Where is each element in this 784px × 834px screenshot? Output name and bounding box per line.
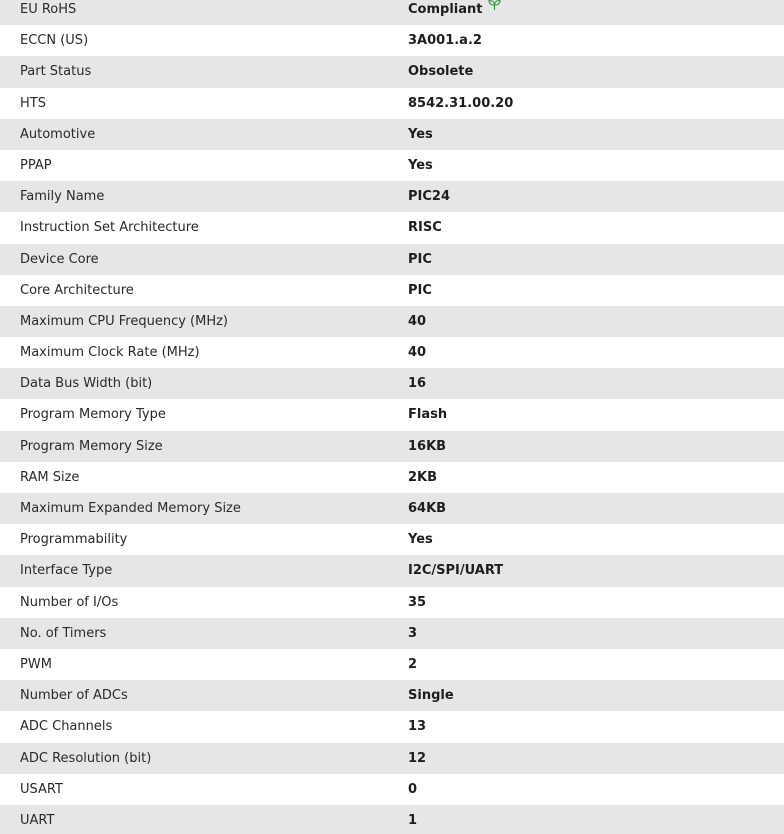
spec-value-text: 2KB	[408, 469, 438, 485]
table-row	[0, 306, 784, 337]
spec-label: Family Name	[20, 189, 105, 205]
spec-value-text: 1	[408, 812, 418, 828]
spec-value-text: PIC	[408, 251, 432, 267]
spec-value-text: 35	[408, 594, 427, 610]
spec-value	[408, 244, 432, 275]
table-row	[0, 587, 784, 618]
table-row	[0, 275, 784, 306]
spec-value-text: 3	[408, 625, 418, 641]
table-row	[0, 244, 784, 275]
table-row	[0, 618, 784, 649]
spec-value-text: RISC	[408, 220, 442, 236]
spec-value-text: 0	[408, 781, 418, 797]
spec-label: Automotive	[20, 126, 96, 142]
spec-value	[408, 743, 426, 774]
spec-label: Maximum CPU Frequency (MHz)	[20, 313, 228, 329]
spec-value	[408, 306, 426, 337]
spec-value	[408, 399, 447, 430]
spec-value-text: 16KB	[408, 438, 447, 454]
table-row	[0, 337, 784, 368]
spec-label: ECCN (US)	[20, 33, 89, 49]
spec-label: ADC Channels	[20, 719, 113, 735]
spec-label: Programmability	[20, 532, 128, 548]
spec-value	[408, 88, 513, 119]
spec-label: No. of Timers	[20, 625, 107, 641]
table-row	[0, 680, 784, 711]
spec-value	[408, 774, 417, 805]
spec-value-text: Yes	[408, 157, 433, 173]
spec-value	[408, 337, 426, 368]
spec-value-text: 13	[408, 719, 427, 735]
spec-value-text: 8542.31.00.20	[408, 95, 514, 111]
spec-value	[408, 56, 473, 87]
spec-value	[408, 212, 442, 243]
spec-label: Number of I/Os	[20, 594, 119, 610]
spec-value-text: Single	[408, 688, 454, 704]
spec-label: PWM	[20, 656, 52, 672]
table-row	[0, 0, 784, 25]
spec-value	[408, 805, 417, 834]
spec-label: HTS	[20, 95, 46, 111]
spec-label: Number of ADCs	[20, 688, 128, 704]
spec-value	[408, 555, 503, 586]
spec-value	[408, 181, 450, 212]
leaf-icon	[488, 0, 501, 24]
table-row	[0, 88, 784, 119]
spec-value	[408, 618, 417, 649]
spec-value	[408, 275, 432, 306]
spec-label: Interface Type	[20, 563, 113, 579]
table-row	[0, 524, 784, 555]
spec-value-text: Yes	[408, 126, 433, 142]
spec-label: Core Architecture	[20, 282, 134, 298]
spec-label: USART	[20, 781, 63, 797]
table-row	[0, 493, 784, 524]
spec-value	[408, 368, 426, 399]
table-row	[0, 119, 784, 150]
spec-value-text: Flash	[408, 407, 448, 423]
spec-value-text: PIC	[408, 282, 432, 298]
spec-label: RAM Size	[20, 469, 80, 485]
table-row	[0, 743, 784, 774]
spec-value	[408, 25, 482, 56]
table-row	[0, 431, 784, 462]
spec-value	[408, 431, 446, 462]
spec-value	[408, 524, 433, 555]
spec-value-text: 12	[408, 750, 427, 766]
spec-value-text: 40	[408, 345, 427, 361]
spec-label: Device Core	[20, 251, 99, 267]
spec-value	[408, 462, 437, 493]
table-row	[0, 805, 784, 834]
spec-value-text: 2	[408, 656, 418, 672]
spec-label: Program Memory Size	[20, 438, 163, 454]
spec-label: EU RoHS	[20, 2, 77, 17]
spec-value	[408, 150, 433, 181]
spec-value-text: Obsolete	[408, 64, 474, 80]
spec-value	[408, 680, 454, 711]
spec-value-text: Yes	[408, 532, 433, 548]
spec-label: PPAP	[20, 157, 52, 173]
spec-label: Program Memory Type	[20, 407, 166, 423]
spec-value-text: Compliant	[408, 2, 483, 17]
spec-value	[408, 0, 501, 25]
spec-value	[408, 587, 426, 618]
table-row	[0, 150, 784, 181]
spec-value	[408, 493, 446, 524]
spec-value	[408, 649, 417, 680]
spec-value-text: 3A001.a.2	[408, 33, 482, 49]
table-row	[0, 711, 784, 742]
table-row	[0, 462, 784, 493]
spec-label: Data Bus Width (bit)	[20, 376, 153, 392]
table-row	[0, 649, 784, 680]
spec-label: ADC Resolution (bit)	[20, 750, 152, 766]
spec-value-text: I2C/SPI/UART	[408, 563, 504, 579]
table-row	[0, 399, 784, 430]
spec-label: Part Status	[20, 64, 92, 80]
spec-label: Maximum Expanded Memory Size	[20, 501, 241, 516]
spec-value	[408, 119, 433, 150]
table-row	[0, 56, 784, 87]
spec-value-text: 40	[408, 313, 427, 329]
table-row	[0, 181, 784, 212]
spec-value-text: 16	[408, 376, 427, 392]
spec-label: Maximum Clock Rate (MHz)	[20, 345, 200, 361]
spec-value-text: PIC24	[408, 189, 450, 205]
table-row	[0, 368, 784, 399]
spec-value-text: 64KB	[408, 501, 447, 516]
spec-value	[408, 711, 426, 742]
table-row	[0, 774, 784, 805]
table-row	[0, 25, 784, 56]
table-row	[0, 212, 784, 243]
spec-label: Instruction Set Architecture	[20, 220, 199, 236]
table-row	[0, 555, 784, 586]
spec-label: UART	[20, 812, 55, 828]
